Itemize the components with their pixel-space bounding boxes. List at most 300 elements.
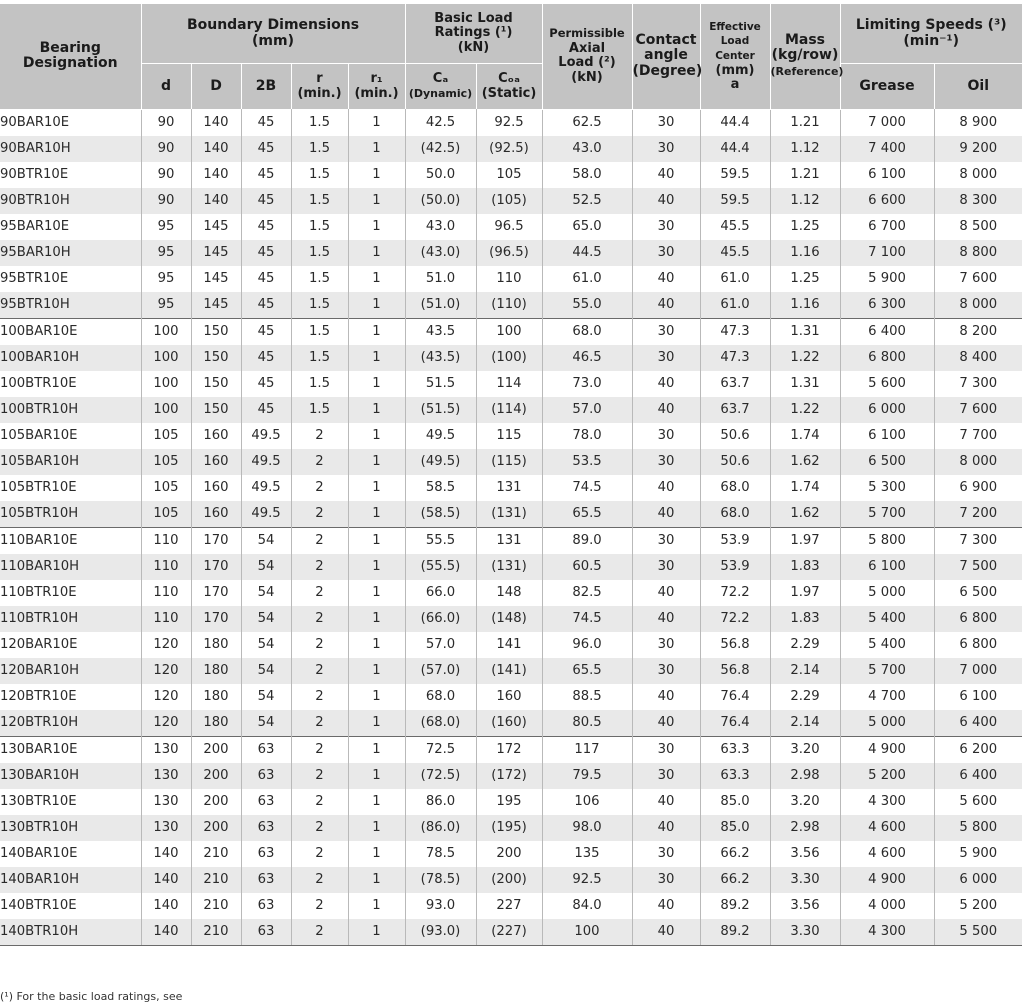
table-cell: 3.30 — [770, 919, 840, 946]
table-cell: 6 100 — [840, 162, 934, 188]
table-cell: (92.5) — [476, 136, 542, 162]
table-cell: 68.0 — [405, 684, 476, 710]
table-row — [0, 841, 1022, 867]
table-cell: 180 — [191, 684, 241, 710]
table-cell: 210 — [191, 841, 241, 867]
table-cell: 1.62 — [770, 501, 840, 528]
table-cell: 1.22 — [770, 397, 840, 423]
table-cell: 44.4 — [700, 136, 770, 162]
table-cell: 6 400 — [840, 318, 934, 345]
table-cell: (131) — [476, 554, 542, 580]
table-cell: 6 200 — [934, 736, 1022, 763]
table-cell: 45 — [241, 371, 291, 397]
table-cell: 1.12 — [770, 188, 840, 214]
table-cell: 7 700 — [934, 423, 1022, 449]
table-cell: 45.5 — [700, 214, 770, 240]
table-cell: 45 — [241, 162, 291, 188]
table-cell: 86.0 — [405, 789, 476, 815]
table-cell: 61.0 — [700, 266, 770, 292]
table-cell: 160 — [476, 684, 542, 710]
table-cell: 82.5 — [542, 580, 632, 606]
table-cell: 65.5 — [542, 501, 632, 528]
table-cell: 1.31 — [770, 318, 840, 345]
table-cell: 74.5 — [542, 606, 632, 632]
table-cell: 89.2 — [700, 919, 770, 946]
table-cell: 1.12 — [770, 136, 840, 162]
table-row — [0, 214, 1022, 240]
table-cell: 68.0 — [542, 318, 632, 345]
table-cell: 9 200 — [934, 136, 1022, 162]
table-cell: 2 — [291, 580, 348, 606]
table-cell: 4 600 — [840, 815, 934, 841]
table-cell: 227 — [476, 893, 542, 919]
table-row — [0, 580, 1022, 606]
table-cell: 1.5 — [291, 266, 348, 292]
table-cell: 6 400 — [934, 763, 1022, 789]
table-cell: 56.8 — [700, 658, 770, 684]
table-cell: 1 — [348, 606, 405, 632]
table-cell: 1 — [348, 240, 405, 266]
table-cell: 57.0 — [405, 632, 476, 658]
table-cell: 54 — [241, 527, 291, 554]
table-row — [0, 684, 1022, 710]
table-cell: 30 — [632, 449, 700, 475]
table-cell: 1 — [348, 763, 405, 789]
table-cell: 59.5 — [700, 162, 770, 188]
table-cell: 1 — [348, 684, 405, 710]
bearing-designation-cell: 100BTR10H — [0, 397, 141, 423]
table-cell: 96.5 — [476, 214, 542, 240]
table-cell: 2 — [291, 893, 348, 919]
table-cell: 43.0 — [405, 214, 476, 240]
table-cell: 3.30 — [770, 867, 840, 893]
table-cell: 6 900 — [934, 475, 1022, 501]
table-cell: 2.29 — [770, 632, 840, 658]
table-cell: 43.5 — [405, 318, 476, 345]
table-cell: 58.5 — [405, 475, 476, 501]
table-cell: 8 300 — [934, 188, 1022, 214]
table-cell: 1 — [348, 580, 405, 606]
table-cell: 53.5 — [542, 449, 632, 475]
table-cell: 1.31 — [770, 371, 840, 397]
table-cell: 63.7 — [700, 371, 770, 397]
table-cell: 6 500 — [934, 580, 1022, 606]
table-cell: 5 800 — [840, 527, 934, 554]
header-limiting-speeds: Limiting Speeds (³) (min⁻¹) — [840, 4, 1022, 64]
table-cell: 61.0 — [542, 266, 632, 292]
table-cell: 210 — [191, 919, 241, 946]
table-cell: 5 700 — [840, 658, 934, 684]
table-cell: 6 000 — [840, 397, 934, 423]
table-cell: (57.0) — [405, 658, 476, 684]
table-cell: 1.83 — [770, 554, 840, 580]
table-cell: 1.62 — [770, 449, 840, 475]
table-row — [0, 710, 1022, 737]
table-cell: 49.5 — [241, 449, 291, 475]
table-cell: 1 — [348, 423, 405, 449]
table-cell: 8 800 — [934, 240, 1022, 266]
table-cell: 45 — [241, 188, 291, 214]
table-cell: 4 300 — [840, 919, 934, 946]
table-row — [0, 371, 1022, 397]
header-grease: Grease — [840, 64, 934, 110]
table-cell: 30 — [632, 554, 700, 580]
table-cell: 117 — [542, 736, 632, 763]
table-cell: 3.56 — [770, 893, 840, 919]
table-cell: 5 000 — [840, 580, 934, 606]
table-cell: 63 — [241, 919, 291, 946]
table-cell: 6 100 — [934, 684, 1022, 710]
table-cell: 78.5 — [405, 841, 476, 867]
table-cell: (86.0) — [405, 815, 476, 841]
table-cell: 1 — [348, 292, 405, 319]
table-cell: 145 — [191, 292, 241, 319]
table-cell: 160 — [191, 423, 241, 449]
table-cell: 58.0 — [542, 162, 632, 188]
table-cell: 114 — [476, 371, 542, 397]
table-cell: 2 — [291, 475, 348, 501]
table-cell: 50.6 — [700, 423, 770, 449]
table-cell: 40 — [632, 893, 700, 919]
table-cell: 44.4 — [700, 109, 770, 136]
table-cell: 40 — [632, 162, 700, 188]
table-cell: 5 000 — [840, 710, 934, 737]
bearing-designation-cell: 95BTR10E — [0, 271, 69, 286]
table-cell: 90 — [141, 162, 191, 188]
table-row — [0, 606, 1022, 632]
table-cell: 42.5 — [405, 109, 476, 136]
table-cell: 40 — [632, 789, 700, 815]
table-cell: 2 — [291, 501, 348, 528]
table-cell: 131 — [476, 527, 542, 554]
table-cell: 150 — [191, 397, 241, 423]
bearing-designation-cell: 130BAR10H — [0, 763, 141, 789]
table-cell: 145 — [191, 214, 241, 240]
table-cell: 1.5 — [291, 292, 348, 319]
table-cell: 2 — [291, 841, 348, 867]
header-oil: Oil — [934, 64, 1022, 110]
table-cell: (114) — [476, 397, 542, 423]
table-cell: 105 — [476, 162, 542, 188]
table-cell: 40 — [632, 580, 700, 606]
table-cell: 40 — [632, 188, 700, 214]
table-row — [0, 109, 1022, 136]
table-cell: 53.9 — [700, 554, 770, 580]
table-row — [0, 867, 1022, 893]
table-cell: 54 — [241, 580, 291, 606]
table-cell: 4 300 — [840, 789, 934, 815]
table-cell: 135 — [542, 841, 632, 867]
table-cell: (115) — [476, 449, 542, 475]
table-cell: 1 — [348, 397, 405, 423]
table-cell: 130 — [141, 789, 191, 815]
table-cell: 46.5 — [542, 345, 632, 371]
table-cell: 63 — [241, 893, 291, 919]
table-cell: 2 — [291, 736, 348, 763]
table-cell: 140 — [191, 188, 241, 214]
table-cell: 45 — [241, 397, 291, 423]
table-cell: 1 — [348, 867, 405, 893]
table-cell: 66.0 — [405, 580, 476, 606]
bearing-designation-cell: 140BAR10E — [0, 846, 78, 861]
table-cell: 30 — [632, 658, 700, 684]
table-cell: 140 — [191, 136, 241, 162]
table-row — [0, 527, 1022, 554]
table-cell: 1 — [348, 371, 405, 397]
table-cell: 62.5 — [542, 109, 632, 136]
table-cell: 59.5 — [700, 188, 770, 214]
table-cell: 6 800 — [934, 632, 1022, 658]
table-cell: 180 — [191, 658, 241, 684]
table-cell: 6 100 — [840, 423, 934, 449]
table-cell: 7 000 — [840, 109, 934, 136]
table-cell: 40 — [632, 292, 700, 319]
table-cell: (131) — [476, 501, 542, 528]
table-cell: 1.16 — [770, 240, 840, 266]
table-cell: 2 — [291, 606, 348, 632]
table-cell: 65.0 — [542, 214, 632, 240]
table-cell: 110 — [141, 580, 191, 606]
table-cell: 100 — [141, 371, 191, 397]
bearing-designation-cell: 120BTR10H — [0, 710, 141, 737]
table-cell: 2 — [291, 658, 348, 684]
table-cell: 8 000 — [934, 449, 1022, 475]
table-cell: 1 — [348, 188, 405, 214]
table-cell: 4 000 — [840, 893, 934, 919]
table-cell: 68.0 — [700, 501, 770, 528]
table-cell: 92.5 — [476, 109, 542, 136]
bearing-designation-cell: 110BAR10E — [0, 527, 141, 554]
table-cell: 7 600 — [934, 397, 1022, 423]
table-cell: (68.0) — [405, 710, 476, 737]
table-cell: 105 — [141, 475, 191, 501]
bearing-designation-cell: 110BAR10H — [0, 554, 141, 580]
table-cell: 51.0 — [405, 266, 476, 292]
table-cell: 180 — [191, 632, 241, 658]
table-cell: 2 — [291, 684, 348, 710]
table-cell: 1 — [348, 527, 405, 554]
table-cell: 6 500 — [840, 449, 934, 475]
table-cell: 78.0 — [542, 423, 632, 449]
table-cell: 5 600 — [840, 371, 934, 397]
table-cell: 7 500 — [934, 554, 1022, 580]
table-cell: 1 — [348, 345, 405, 371]
header-basic-load-ratings: Basic Load Ratings (¹) (kN) — [405, 4, 542, 64]
table-cell: 140 — [191, 109, 241, 136]
table-cell: 2 — [291, 815, 348, 841]
table-cell: 63 — [241, 867, 291, 893]
table-cell: 55.5 — [405, 527, 476, 554]
bearing-designation-cell: 105BAR10E — [0, 428, 78, 443]
table-cell: (160) — [476, 710, 542, 737]
table-cell: 49.5 — [241, 501, 291, 528]
table-cell: 1 — [348, 318, 405, 345]
table-cell: 1 — [348, 214, 405, 240]
table-cell: (100) — [476, 345, 542, 371]
bearing-designation-cell: 90BAR10E — [0, 115, 70, 130]
bearing-designation-cell: 105BTR10H — [0, 501, 141, 528]
table-cell: 1.21 — [770, 162, 840, 188]
bearing-designation-cell: 110BTR10H — [0, 606, 141, 632]
table-cell: 140 — [141, 893, 191, 919]
table-cell: 68.0 — [700, 475, 770, 501]
table-row — [0, 919, 1022, 946]
table-cell: 7 400 — [840, 136, 934, 162]
table-cell: 53.9 — [700, 527, 770, 554]
table-cell: 74.5 — [542, 475, 632, 501]
table-cell: 8 400 — [934, 345, 1022, 371]
table-cell: (43.5) — [405, 345, 476, 371]
table-cell: 40 — [632, 501, 700, 528]
table-cell: 7 100 — [840, 240, 934, 266]
table-cell: 6 800 — [934, 606, 1022, 632]
table-row — [0, 162, 1022, 188]
table-cell: 2.29 — [770, 684, 840, 710]
table-cell: 84.0 — [542, 893, 632, 919]
header-permissible-axial-load: Permissible Axial Load (²) (kN) — [542, 4, 632, 109]
footnote: (¹) For the basic load ratings, see — [0, 990, 183, 1003]
table-cell: 110 — [141, 527, 191, 554]
table-cell: (58.5) — [405, 501, 476, 528]
table-cell: 30 — [632, 214, 700, 240]
table-cell: 4 600 — [840, 841, 934, 867]
bearing-designation-cell: 95BAR10H — [0, 240, 141, 266]
table-cell: 61.0 — [700, 292, 770, 319]
table-cell: 5 200 — [840, 763, 934, 789]
table-cell: 1 — [348, 815, 405, 841]
table-cell: 100 — [542, 919, 632, 946]
table-cell: 40 — [632, 266, 700, 292]
table-cell: 30 — [632, 763, 700, 789]
table-cell: 52.5 — [542, 188, 632, 214]
table-cell: 63 — [241, 789, 291, 815]
table-body — [0, 109, 1022, 945]
table-cell: 5 300 — [840, 475, 934, 501]
header-2b: 2B — [241, 64, 291, 110]
table-row — [0, 136, 1022, 162]
table-cell: 6 300 — [840, 292, 934, 319]
bearing-designation-cell: 100BTR10E — [0, 376, 77, 391]
table-cell: 5 500 — [934, 919, 1022, 946]
table-cell: 30 — [632, 841, 700, 867]
table-row — [0, 815, 1022, 841]
table-cell: 141 — [476, 632, 542, 658]
table-cell: 95 — [141, 214, 191, 240]
table-cell: 1.74 — [770, 475, 840, 501]
table-cell: 89.0 — [542, 527, 632, 554]
table-row — [0, 789, 1022, 815]
table-cell: 195 — [476, 789, 542, 815]
table-cell: 40 — [632, 606, 700, 632]
table-cell: 5 600 — [934, 789, 1022, 815]
table-cell: (93.0) — [405, 919, 476, 946]
table-cell: 30 — [632, 736, 700, 763]
table-cell: 40 — [632, 371, 700, 397]
table-cell: 44.5 — [542, 240, 632, 266]
bearing-designation-cell: 105BTR10E — [0, 480, 77, 495]
table-cell: 5 700 — [840, 501, 934, 528]
table-cell: 56.8 — [700, 632, 770, 658]
table-cell: 49.5 — [405, 423, 476, 449]
table-cell: 100 — [476, 318, 542, 345]
table-cell: 40 — [632, 710, 700, 737]
table-cell: 79.5 — [542, 763, 632, 789]
table-cell: 2.14 — [770, 658, 840, 684]
table-cell: 92.5 — [542, 867, 632, 893]
table-cell: 30 — [632, 109, 700, 136]
table-cell: 88.5 — [542, 684, 632, 710]
table-cell: 54 — [241, 710, 291, 737]
table-cell: 2 — [291, 527, 348, 554]
table-cell: 170 — [191, 606, 241, 632]
table-cell: 105 — [141, 501, 191, 528]
table-cell: 5 900 — [934, 841, 1022, 867]
header-bearing-designation: Bearing Designation — [0, 4, 141, 109]
table-cell: (51.0) — [405, 292, 476, 319]
table-cell: 2 — [291, 789, 348, 815]
table-cell: 50.6 — [700, 449, 770, 475]
table-cell: 3.56 — [770, 841, 840, 867]
table-cell: (200) — [476, 867, 542, 893]
table-cell: 80.5 — [542, 710, 632, 737]
table-cell: 120 — [141, 658, 191, 684]
table-cell: 2.98 — [770, 815, 840, 841]
bearing-designation-cell: 95BAR10E — [0, 219, 70, 234]
table-cell: 2 — [291, 867, 348, 893]
table-cell: 85.0 — [700, 815, 770, 841]
table-cell: 180 — [191, 710, 241, 737]
header-boundary-dimensions: Boundary Dimensions (mm) — [141, 4, 405, 64]
table-cell: 40 — [632, 475, 700, 501]
table-cell: 30 — [632, 136, 700, 162]
table-cell: 160 — [191, 449, 241, 475]
table-cell: 105 — [141, 449, 191, 475]
table-cell: 1 — [348, 919, 405, 946]
table-cell: 131 — [476, 475, 542, 501]
table-cell: 140 — [191, 162, 241, 188]
table-cell: 100 — [141, 318, 191, 345]
table-cell: 110 — [141, 554, 191, 580]
table-cell: 1.5 — [291, 240, 348, 266]
table-cell: (195) — [476, 815, 542, 841]
table-cell: 30 — [632, 240, 700, 266]
table-cell: 7 000 — [934, 658, 1022, 684]
table-cell: 7 300 — [934, 371, 1022, 397]
table-cell: 200 — [191, 815, 241, 841]
table-cell: 1 — [348, 893, 405, 919]
header-mass: Mass (kg/row) (Reference) — [770, 4, 840, 109]
bearing-designation-cell: 95BTR10H — [0, 292, 141, 319]
table-cell: 5 200 — [934, 893, 1022, 919]
table-cell: 47.3 — [700, 345, 770, 371]
table-cell: 95 — [141, 266, 191, 292]
table-cell: 30 — [632, 423, 700, 449]
table-cell: 63.7 — [700, 397, 770, 423]
table-cell: 2.14 — [770, 710, 840, 737]
table-row — [0, 501, 1022, 528]
table-cell: 8 000 — [934, 162, 1022, 188]
bearing-designation-cell: 140BTR10E — [0, 898, 77, 913]
bearing-designation-cell: 100BAR10E — [0, 318, 141, 345]
table-cell: 1 — [348, 554, 405, 580]
table-cell: 40 — [632, 684, 700, 710]
table-cell: 30 — [632, 318, 700, 345]
table-cell: 1 — [348, 710, 405, 737]
table-cell: 2.98 — [770, 763, 840, 789]
table-row — [0, 449, 1022, 475]
table-cell: (42.5) — [405, 136, 476, 162]
header-ca: Cₐ (Dynamic) — [405, 64, 476, 110]
